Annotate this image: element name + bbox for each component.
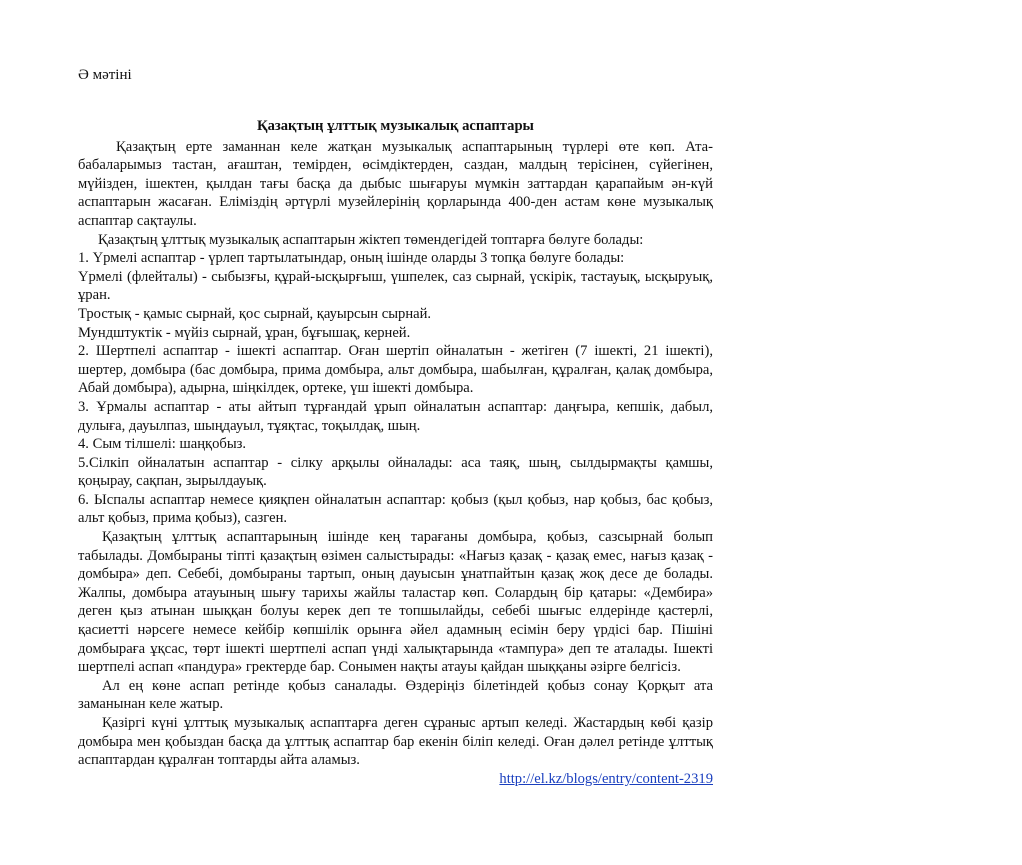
paragraph-dombyra: Қазақтың ұлттық аспаптарының ішінде кең тарағаны домбыра, қобыз, сазсырнай болып табылады. Домбыраны тіпті қазақтың өзімен салыстырады: «Нағыз қазақ - қазақ емес, нағыз қазақ - домбыра» деп. Себебі, домбыраны тартып, оның дауысын ұнатпайтын қазақ жоқ десе де болады. Жалпы, домбыра атауының шығу тарихы жайлы таластар көп. Солардың бір қатары: «Дембира» деген қыз атынан шыққан болуы керек деп те топшылайды, себебі шығыс елдерінде қастерлі, қасиетті нәрсеге немесе кейбір көпшілік орынға әйел адамның есімін беру үрдісі бар. Пішіні домбыраға ұқсас, төрт ішекті шертпелі аспап үнді халықтарында «тампура» деп те аталады. Ішекті шертпелі аспап «пандура» гректерде бар. Сонымен нақты атауы қайдан шыққаны әзірге белгісіз. [78,529,713,676]
paragraph-intro: Қазақтың ерте заманнан келе жатқан музыкалық аспаптарының түрлері өте көп. Ата-бабаларымыз тастан, ағаштан, темірден, өсімдіктерден, саздан, малдың терісінен, сүйегінен, мүйізден, ішектен, қылдан тағы басқа да дыбыс шығаруы мүмкін заттардан қарапайым ән-күй аспаптарын жасаған. Еліміздің әртүрлі музейлерінің қорларында 400-ден астам көне музыкалық аспаптар сақтаулы. [78,138,713,229]
paragraph-today: Қазіргі күні ұлттық музыкалық аспаптарға деген сұраныс артып келеді. Жастардың көбі қазір домбыра мен қобыздан басқа да ұлттық аспаптар бар екенін біліп келеді. Оған дәлел ретінде ұлттық аспаптардан құралған топтарды айта аламыз. [78,715,713,769]
paragraph-classification: Қазақтың ұлттық музыкалық аспаптарын жіктеп төмендегідей топтарға бөлуге болады: [98,231,644,248]
source-link[interactable]: http://el.kz/blogs/entry/content-2319 [499,770,713,787]
paragraph-kobyz: Ал ең көне аспап ретінде қобыз саналады. Өздеріңіз білетіндей қобыз сонау Қорқыт ата заманынан келе жатыр. [78,677,713,713]
source-line [78,770,713,789]
list-subitem-flute: Үрмелі (флейталы) - сыбызғы, құрай-ысқырғыш, үшпелек, саз сырнай, үскірік, тастауық, ысқыруық, ұран. [78,268,713,304]
list-subitem-mouthpiece: Мундштуктік - мүйіз сырнай, ұран, бұғышақ, керней. [78,324,411,341]
list-item-bowed: 6. Ыспалы аспаптар немесе қияқпен ойналатын аспаптар: қобыз (қыл қобыз, нар қобыз, бас қобыз, альт қобыз, прима қобыз), сазген. [78,491,713,527]
list-item-percussion: 3. Ұрмалы аспаптар - аты айтып тұрғандай ұрып ойналатын аспаптар: даңғыра, кепшік, дабыл, дулыға, дауылпаз, шыңдауыл, тұяқтас, тоқылдақ, шың. [78,398,713,434]
document-body [78,117,713,788]
document-title: Қазақтың ұлттық музыкалық аспаптары [257,118,534,134]
list-item-wind: 1. Үрмелі аспаптар - үрлеп тартылатындар, оның ішінде оларды 3 топқа бөлуге болады: [78,250,625,267]
list-item-shaken: 5.Сілкіп ойналатын аспаптар - сілку арқылы ойналады: аса таяқ, шың, сылдырмақты қамшы, қоңырау, сақпан, зырылдауық. [78,454,713,490]
list-subitem-reed: Тростық - қамыс сырнай, қос сырнай, қауырсын сырнай. [78,305,432,322]
text-label: Ә мәтіні [78,67,132,83]
list-item-plucked: 2. Шертпелі аспаптар - ішекті аспаптар. Оған шертіп ойналатын - жетіген (7 ішекті, 21 ішекті), шертер, домбыра (бас домбыра, прима домбыра, альт домбыра, шабылған, құралған, қалақ домбыра, Абай домбыра), адырна, шіңкілдек, ортеке, үш ішекті домбыра. [78,343,713,397]
list-item-jaw-harp: 4. Сым тілшелі: шаңқобыз. [78,436,247,453]
